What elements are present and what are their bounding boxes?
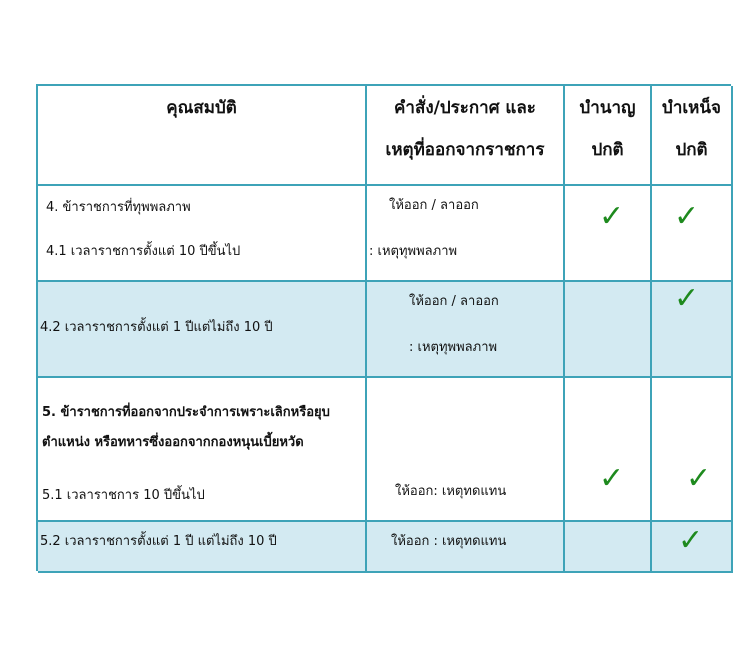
row-4-2-qualification bbox=[38, 282, 367, 378]
check-icon: ✓ bbox=[599, 461, 625, 496]
row-4-2-pension bbox=[565, 282, 652, 378]
header-pension bbox=[565, 86, 652, 186]
check-icon: ✓ bbox=[599, 199, 625, 234]
row-4-1-gratuity bbox=[652, 186, 733, 282]
row-5-2-gratuity bbox=[652, 522, 733, 573]
header-gratuity-line1: บำเหน็จ bbox=[662, 98, 721, 118]
row-4-heading-num: 4. bbox=[46, 200, 59, 215]
row-5-1-order-text: ให้ออก: เหตุทดแทน bbox=[395, 484, 507, 499]
row-4-1-sub: 4.1 เวลาราชการตั้งแต่ 10 ปีขึ้นไป bbox=[46, 244, 241, 259]
row-5-2-pension bbox=[565, 522, 652, 573]
row-4-2-order-line2: : เหตุทุพพลภาพ bbox=[409, 340, 498, 355]
row-5-1-sub: 5.1 เวลาราชการ 10 ปีขึ้นไป bbox=[42, 488, 205, 503]
header-qualification bbox=[38, 86, 367, 186]
row-4-1-order-line1: ให้ออก / ลาออก bbox=[389, 198, 479, 213]
check-icon: ✓ bbox=[674, 199, 700, 234]
row-5-2-order bbox=[367, 522, 565, 573]
row-5-2-qualification bbox=[38, 522, 367, 573]
row-4-2-order bbox=[367, 282, 565, 378]
row-5-1-pension bbox=[565, 378, 652, 522]
check-icon: ✓ bbox=[686, 461, 712, 496]
row-5-2-order-text: ให้ออก : เหตุทดแทน bbox=[391, 534, 507, 549]
header-order-line1: คำสั่ง/ประกาศ และ bbox=[394, 98, 536, 118]
check-icon: ✓ bbox=[678, 523, 704, 558]
row-5-2-sub: 5.2 เวลาราชการตั้งแต่ 1 ปี แต่ไม่ถึง 10 ปี bbox=[40, 534, 277, 549]
row-4-2-order-line1: ให้ออก / ลาออก bbox=[409, 294, 499, 309]
row-4-heading: ข้าราชการที่ทุพพลภาพ bbox=[62, 200, 191, 215]
row-4-1-pension bbox=[565, 186, 652, 282]
row-5-1-gratuity bbox=[652, 378, 733, 522]
row-5-heading: 5. ข้าราชการที่ออกจากประจำการเพราะเลิกหรือยุบตำแหน่ง หรือทหารซึ่งออกจากกองหนุนเบี้ยหวัด bbox=[42, 405, 330, 450]
row-4-2-gratuity bbox=[652, 282, 733, 378]
header-order-line2: เหตุที่ออกจากราชการ bbox=[385, 140, 545, 160]
row-4-1-qualification bbox=[38, 186, 367, 282]
header-pension-line1: บำนาญ bbox=[579, 98, 636, 118]
header-gratuity bbox=[652, 86, 733, 186]
row-4-2-sub: 4.2 เวลาราชการตั้งแต่ 1 ปีแต่ไม่ถึง 10 ปี bbox=[40, 320, 273, 335]
row-4-1-order bbox=[367, 186, 565, 282]
benefits-table bbox=[36, 84, 731, 571]
row-4-1-order-line2: : เหตุทุพพลภาพ bbox=[369, 244, 458, 259]
header-gratuity-line2: ปกติ bbox=[675, 140, 708, 160]
row-5-1-qualification bbox=[38, 378, 367, 522]
header-order bbox=[367, 86, 565, 186]
check-icon: ✓ bbox=[674, 282, 700, 316]
row-5-1-order bbox=[367, 378, 565, 522]
header-pension-line2: ปกติ bbox=[591, 140, 624, 160]
header-qualification-label: คุณสมบัติ bbox=[166, 98, 237, 118]
